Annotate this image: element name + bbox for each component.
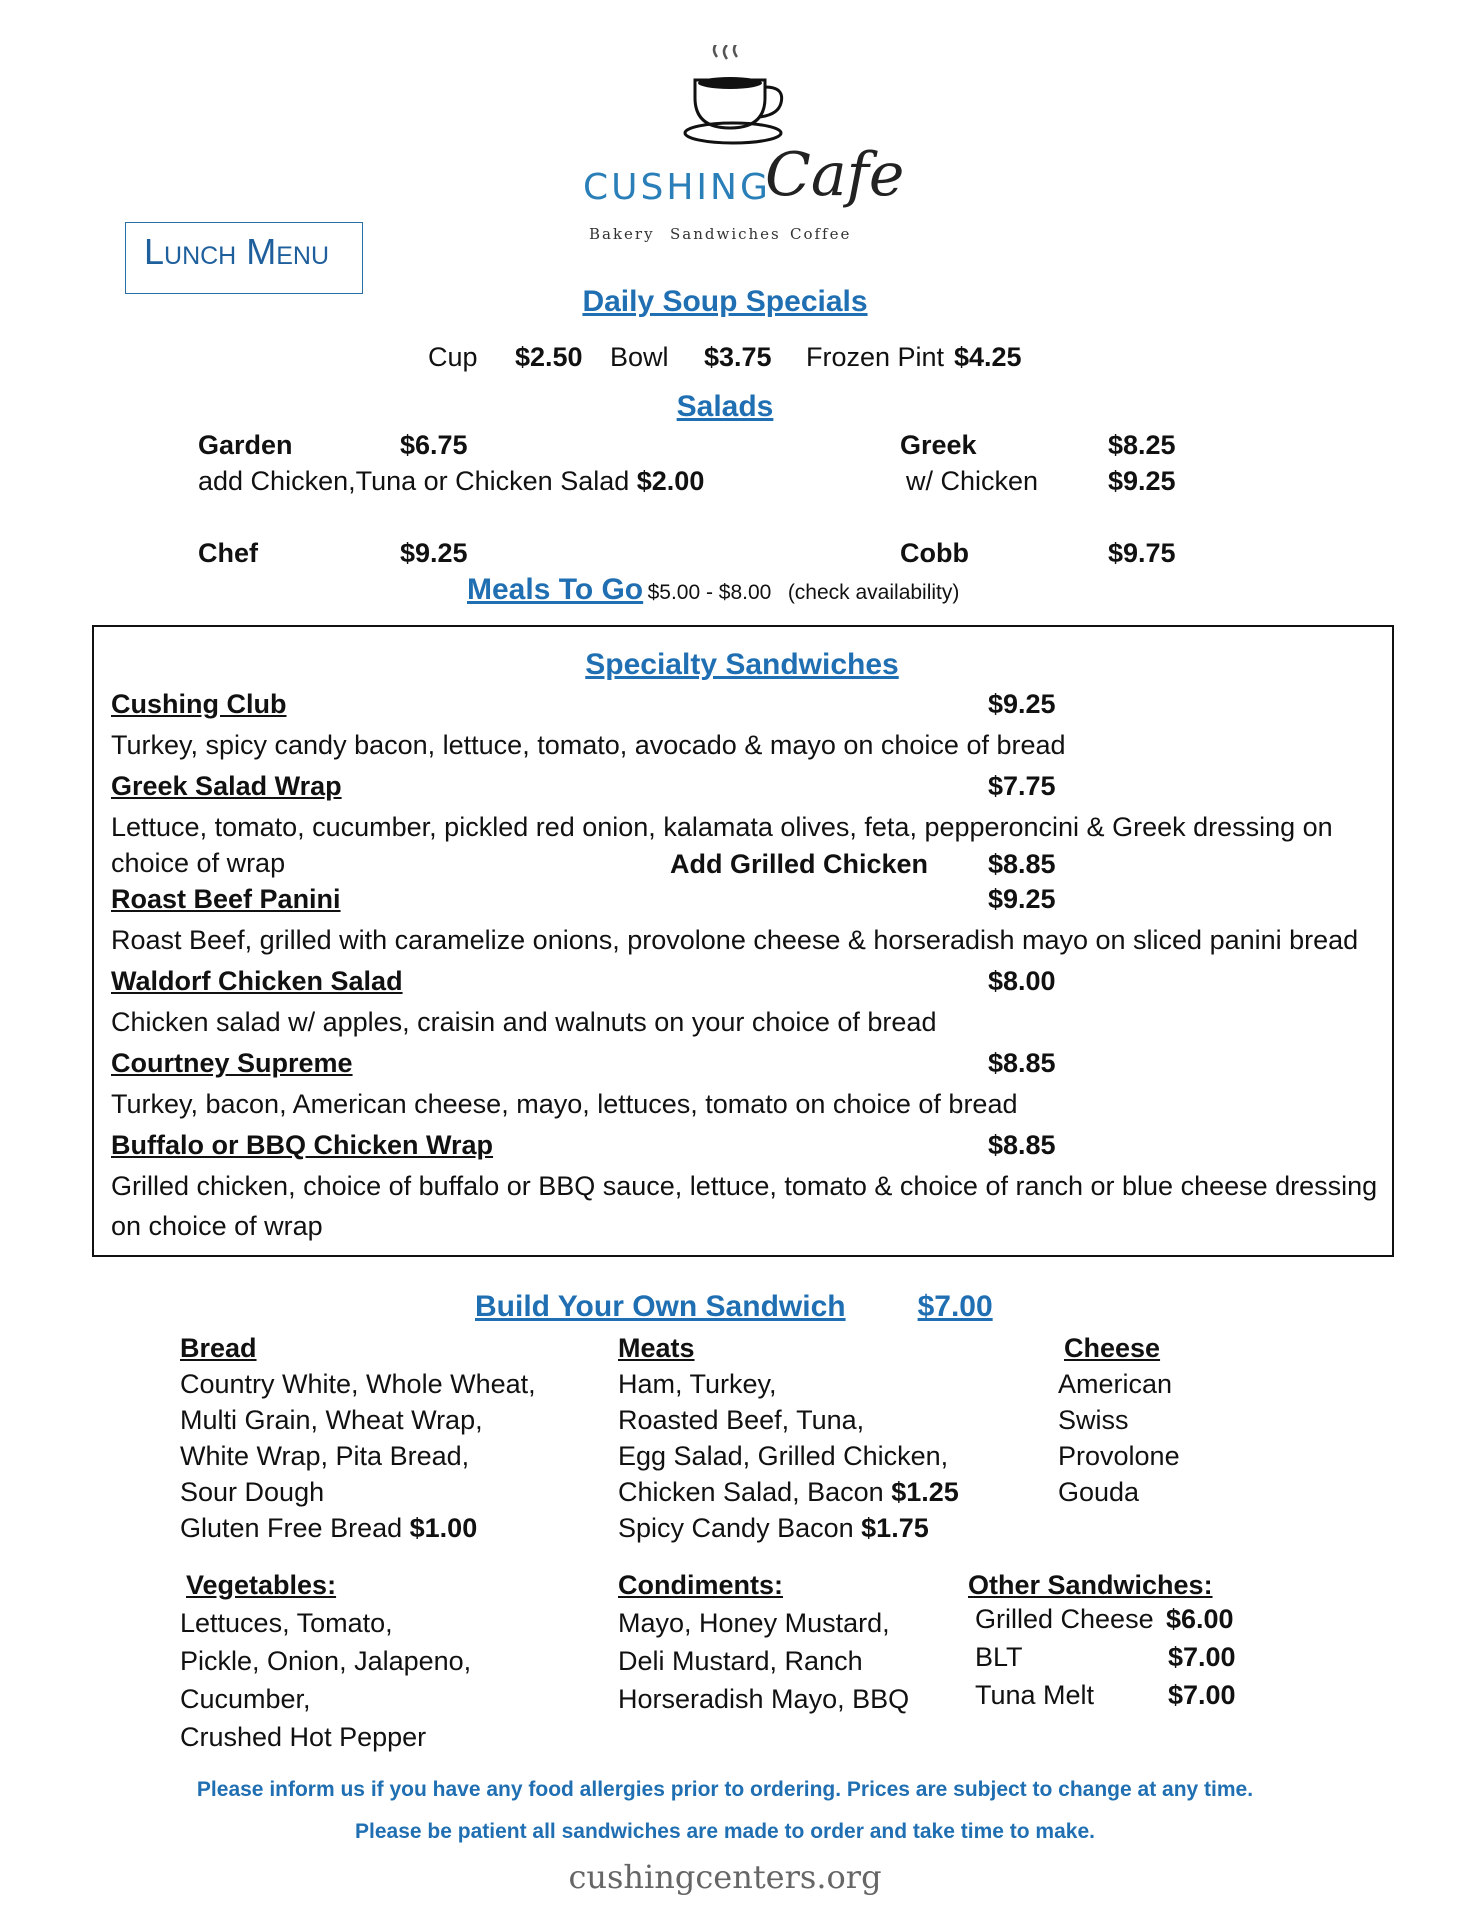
- logo-tagline-coffee: Coffee: [790, 225, 852, 243]
- sandwich-price: $9.25: [988, 884, 1056, 914]
- sandwich-price: $8.00: [988, 966, 1056, 996]
- sandwich-desc: Chicken salad w/ apples, craisin and walnuts on your choice of bread: [111, 1007, 937, 1037]
- sandwich-name: Buffalo or BBQ Chicken Wrap: [111, 1130, 494, 1160]
- sandwich-extra-price: $8.85: [988, 849, 1056, 879]
- list-item: Deli Mustard, Ranch: [618, 1646, 863, 1676]
- list-item: Horseradish Mayo, BBQ: [618, 1684, 910, 1714]
- byo-heading-label: Build Your Own Sandwich: [475, 1290, 846, 1323]
- sandwich-extra-label: Add Grilled Chicken: [670, 849, 929, 879]
- list-item-label: Spicy Candy Bacon: [618, 1513, 854, 1543]
- list-item: Ham, Turkey,: [618, 1369, 777, 1399]
- meals-to-go-range: $5.00 - $8.00: [647, 581, 772, 604]
- list-item-price: $1.75: [861, 1513, 929, 1543]
- menu-title-box: [125, 222, 363, 294]
- list-item: Provolone: [1058, 1441, 1180, 1471]
- allergy-note: Please inform us if you have any food allergies prior to ordering. Prices are subject to change at any time.: [196, 1778, 1254, 1801]
- meats-heading: Meats: [618, 1333, 695, 1363]
- other-item-price: $6.00: [1166, 1604, 1234, 1634]
- sandwich-price: $9.25: [988, 689, 1056, 719]
- salad-chef: Chef: [198, 538, 258, 568]
- cheese-heading: Cheese: [1064, 1333, 1161, 1363]
- other-item-name: BLT: [975, 1642, 1023, 1672]
- soup-bowl-price: $3.75: [704, 342, 772, 372]
- soup-pint-price: $4.25: [954, 342, 1022, 372]
- sandwich-name: Waldorf Chicken Salad: [111, 966, 403, 996]
- sandwich-price: $8.85: [988, 1048, 1056, 1078]
- list-item: Lettuces, Tomato,: [180, 1608, 393, 1638]
- salad-addon-label: add Chicken,Tuna or Chicken Salad: [198, 466, 630, 496]
- list-item: American: [1058, 1369, 1173, 1399]
- vegetables-heading: Vegetables:: [186, 1570, 337, 1600]
- sandwich-desc: Roast Beef, grilled with caramelize onions, provolone cheese & horseradish mayo on sliced panini bread: [111, 925, 1359, 955]
- salad-greek-price: $8.25: [1108, 430, 1176, 460]
- condiments-list: [618, 1604, 909, 1718]
- list-item: [618, 1510, 959, 1546]
- sandwich-desc-cont: choice of wrap: [111, 848, 286, 878]
- meals-to-go: [467, 573, 959, 607]
- sandwich-price: $8.85: [988, 1130, 1056, 1160]
- other-item-price: $7.00: [1168, 1642, 1236, 1672]
- sandwich-name: Roast Beef Panini: [111, 884, 341, 914]
- salad-cobb: Cobb: [900, 538, 969, 568]
- bread-list: [180, 1366, 536, 1546]
- menu-title: Lunch Menu: [144, 231, 330, 272]
- list-item-label: Chicken Salad, Bacon: [618, 1477, 884, 1507]
- patience-note: Please be patient all sandwiches are made to order and take time to make.: [355, 1820, 1095, 1843]
- logo: [575, 45, 905, 260]
- salad-greek: Greek: [900, 430, 977, 460]
- logo-name: CUSHING: [583, 167, 771, 208]
- salad-cobb-price: $9.75: [1108, 538, 1176, 568]
- vegetables-list: [180, 1604, 471, 1756]
- salad-greek-chicken-price: $9.25: [1108, 466, 1176, 496]
- soup-pint-label: Frozen Pint: [806, 342, 945, 372]
- other-item-price: $7.00: [1168, 1680, 1236, 1710]
- list-item-label: Gluten Free Bread: [180, 1513, 403, 1543]
- salad-chef-price: $9.25: [400, 538, 468, 568]
- list-item: Multi Grain, Wheat Wrap,: [180, 1405, 483, 1435]
- salad-garden-price: $6.75: [400, 430, 468, 460]
- coffee-cup-icon: [675, 45, 795, 155]
- salad-addon: [198, 466, 704, 497]
- list-item: [180, 1510, 536, 1546]
- list-item: Crushed Hot Pepper: [180, 1722, 427, 1752]
- list-item: Sour Dough: [180, 1477, 325, 1507]
- meals-to-go-heading: Meals To Go: [467, 573, 644, 606]
- sandwich-name: Greek Salad Wrap: [111, 771, 342, 801]
- sandwich-desc: Grilled chicken, choice of buffalo or BBQ sauce, lettuce, tomato & choice of ranch or blue cheese dressing: [111, 1171, 1378, 1201]
- condiments-heading: Condiments:: [618, 1570, 783, 1600]
- sandwich-desc-cont: on choice of wrap: [111, 1211, 323, 1241]
- list-item: Pickle, Onion, Jalapeno,: [180, 1646, 472, 1676]
- salad-addon-price: $2.00: [636, 466, 705, 496]
- logo-script: Cafe: [765, 140, 905, 210]
- soup-heading: Daily Soup Specials: [582, 285, 868, 318]
- list-item: Swiss: [1058, 1405, 1129, 1435]
- list-item: Country White, Whole Wheat,: [180, 1369, 536, 1399]
- cheese-list: [1058, 1366, 1180, 1510]
- sandwich-desc: Turkey, bacon, American cheese, mayo, lettuces, tomato on choice of bread: [111, 1089, 1018, 1119]
- meals-to-go-note: (check availability): [787, 581, 960, 604]
- sandwich-name: Courtney Supreme: [111, 1048, 353, 1078]
- meats-list: [618, 1366, 959, 1546]
- list-item-price: $1.25: [891, 1477, 959, 1507]
- sandwich-desc: Lettuce, tomato, cucumber, pickled red onion, kalamata olives, feta, pepperoncini & Greek dressing on: [111, 812, 1333, 842]
- salad-greek-chicken: w/ Chicken: [906, 466, 1039, 496]
- list-item: Mayo, Honey Mustard,: [618, 1608, 890, 1638]
- logo-tagline-sandwiches: Sandwiches: [670, 225, 781, 243]
- byo-price: $7.00: [917, 1290, 993, 1323]
- website-url: cushingcenters.org: [568, 1858, 882, 1896]
- list-item: Egg Salad, Grilled Chicken,: [618, 1441, 949, 1471]
- list-item-price: $1.00: [409, 1513, 478, 1543]
- other-item-name: Grilled Cheese: [975, 1604, 1154, 1634]
- salads-heading: Salads: [676, 390, 774, 423]
- sandwich-name: Cushing Club: [111, 689, 287, 719]
- byo-heading: [475, 1290, 993, 1324]
- soup-bowl-label: Bowl: [610, 342, 669, 372]
- list-item: [618, 1474, 959, 1510]
- list-item: White Wrap, Pita Bread,: [180, 1441, 470, 1471]
- bread-heading: Bread: [180, 1333, 257, 1363]
- salad-garden: Garden: [198, 430, 293, 460]
- specialty-heading: Specialty Sandwiches: [585, 648, 899, 681]
- soup-cup-price: $2.50: [515, 342, 583, 372]
- sandwich-desc: Turkey, spicy candy bacon, lettuce, tomato, avocado & mayo on choice of bread: [111, 730, 1066, 760]
- other-item-name: Tuna Melt: [975, 1680, 1095, 1710]
- other-sandwiches-heading: Other Sandwiches:: [968, 1570, 1213, 1600]
- list-item: Roasted Beef, Tuna,: [618, 1405, 865, 1435]
- sandwich-price: $7.75: [988, 771, 1056, 801]
- list-item: Cucumber,: [180, 1684, 311, 1714]
- logo-tagline-bakery: Bakery: [589, 225, 655, 243]
- soup-cup-label: Cup: [428, 342, 478, 372]
- list-item: Gouda: [1058, 1477, 1140, 1507]
